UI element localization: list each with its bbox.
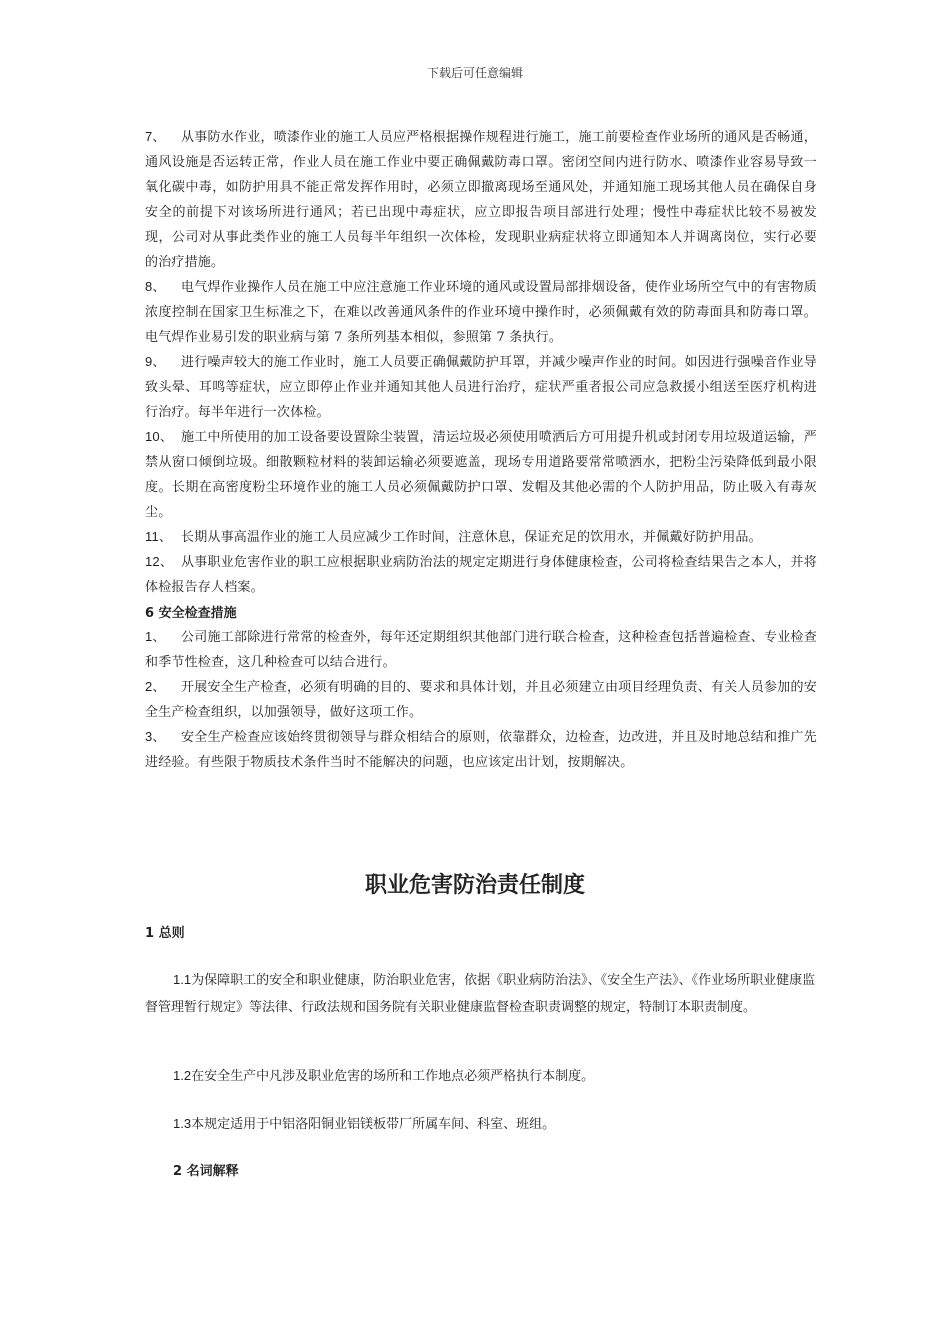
item-number: 8、 [145,279,166,294]
section-heading: 6 安全检查措施 [145,606,237,621]
list-item-7 [145,124,817,275]
item-text: 从事职业危害作业的职工应根据职业病防治法的规定定期进行身体健康检查，公司将检查结果告之本人，并将体检报告存人档案。 [145,555,817,595]
clause-number: 1.1 [173,972,192,987]
item-number: 3、 [145,729,166,744]
clause-1-3 [145,1110,817,1138]
clause-1-1 [145,966,817,1021]
item-number: 9、 [145,354,166,369]
item-text: 电气焊作业操作人员在施工中应注意施工作业环境的通风或设置局部排烟设备，使作业场所空气中的有害物质浓度控制在国家卫生标准之下，在难以改善通风条件的作业环境中操作时，必须佩戴有效的防毒面具和防毒口罩。电气焊作业易引发的职业病与第 7 条所列基本相似，参照第 7 条执行。 [145,280,817,345]
clause-number: 1.3 [173,1116,192,1131]
clause-number: 1.2 [173,1068,192,1083]
item-text: 安全生产检查应该始终贯彻领导与群众相结合的原则，依靠群众，边检查，边改进，并且及时地总结和推广先进经验。有些限于物质技术条件当时不能解决的问题，也应该定出计划，按期解决。 [145,730,817,770]
item-text: 从事防水作业，喷漆作业的施工人员应严格根据操作规程进行施工，施工前要检查作业场所的通风是否畅通，通风设施是否运转正常，作业人员在施工作业中要正确佩戴防毒口罩。密闭空间内进行防水、喷漆作业容易导致一氧化碳中毒，如防护用具不能正常发挥作用时，必须立即撤离现场至通风处，并通知施工现场其他人员在确保自身安全的前提下对该场所进行通风；若已出现中毒症状，应立即报告项目部进行处理；慢性中毒症状比较不易被发现，公司对从事此类作业的施工人员每半年组织一次体检，发现职业病症状将立即通知本人并调离岗位，实行必要的治疗措施。 [145,130,817,270]
page-header: 下载后可任意编辑 [426,66,523,80]
item-text: 长期从事高温作业的施工人员应减少工作时间，注意休息，保证充足的饮用水，并佩戴好防护用品。 [181,530,762,545]
item-number: 11、 [145,529,173,544]
section-heading-terms: 2 名词解释 [173,1164,239,1179]
clause-text: 本规定适用于中铝洛阳铜业铝镁板带厂所属车间、科室、班组。 [191,1117,556,1132]
item-text: 施工中所使用的加工设备要设置除尘装置，清运垃圾必须使用喷洒后方可用提升机或封闭专用垃圾道运输，严禁从窗口倾倒垃圾。细散颗粒材料的装卸运输必须要遮盖，现场专用道路要常常喷洒水，把粉尘污染降低到最小限度。长期在高密度粉尘环境作业的施工人员必须佩戴防护口罩、发帽及其他必需的个人防护用品，防止吸入有毒灰尘。 [145,430,817,520]
clause-text: 为保障职工的安全和职业健康，防治职业危害，依据《职业病防治法》、《安全生产法》、《作业场所职业健康监督管理暂行规定》等法律、行政法规和国务院有关职业健康监督检查职责调整的规定，特制订本职责制度。 [145,973,816,1015]
item-text: 公司施工部除进行常常的检查外，每年还定期组织其他部门进行联合检查，这种检查包括普遍检查、专业检查和季节性检查，这几种检查可以结合进行。 [145,630,817,670]
list-item-s6-1 [145,624,817,675]
list-item-10 [145,424,817,525]
clause-text: 在安全生产中凡涉及职业危害的场所和工作地点必须严格执行本制度。 [191,1069,595,1084]
list-item-s6-3 [145,724,817,775]
list-item-s6-2 [145,674,817,725]
item-number: 2、 [145,679,166,694]
list-item-11 [145,524,817,550]
item-number: 12、 [145,554,174,569]
item-number: 10、 [145,429,174,444]
list-item-12 [145,549,817,600]
item-text: 开展安全生产检查，必须有明确的目的、要求和具体计划，并且必须建立由项目经理负责、有关人员参加的安全生产检查组织，以加强领导，做好这项工作。 [145,680,817,720]
item-number: 1、 [145,629,166,644]
list-item-8 [145,274,817,350]
section-heading-general: 1 总则 [145,926,185,941]
item-text: 进行噪声较大的施工作业时，施工人员要正确佩戴防护耳罩，并减少噪声作业的时间。如因进行强噪音作业导致头晕、耳鸣等症状，应立即停止作业并通知其他人员进行治疗，症状严重者报公司应急救援小组送至医疗机构进行治疗。每半年进行一次体检。 [145,355,817,420]
clause-1-2 [145,1062,817,1090]
item-number: 7、 [145,129,166,144]
document-title: 职业危害防治责任制度 [364,873,585,898]
list-item-9 [145,349,817,425]
